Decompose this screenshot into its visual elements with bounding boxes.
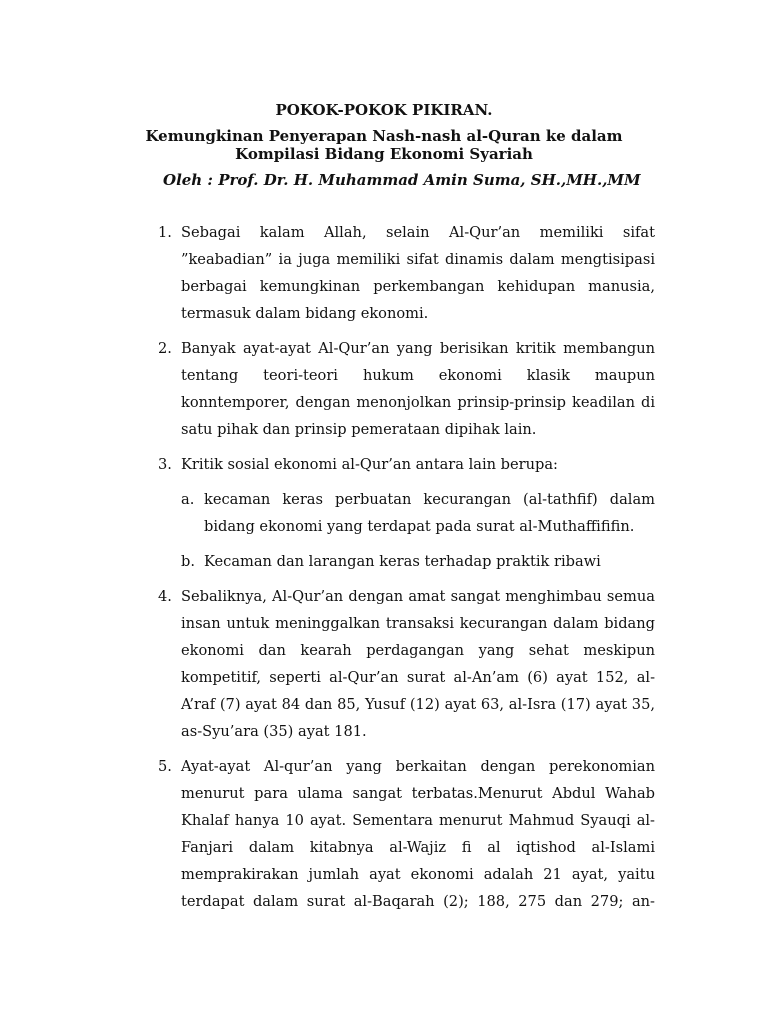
author-line: Oleh : Prof. Dr. H. Muhammad Amin Suma, SH.,MH.,MM bbox=[163, 171, 641, 189]
list-marker: 1. bbox=[158, 224, 172, 241]
list-marker: 3. bbox=[158, 456, 172, 473]
list-item-text: Sebagai kalam Allah, selain Al-Qur’an memiliki sifat ”keabadian” ia juga memiliki sifat dinamis dalam mengtisipasi berbagai kemungkinan perkembangan kehidupan manusia, termasuk dalam bidang ekonomi. bbox=[181, 224, 655, 322]
document-subtitle bbox=[0, 127, 768, 163]
list-item-text: Ayat-ayat Al-qur’an yang berkaitan dengan perekonomian menurut para ulama sangat terbatas.Menurut Abdul Wahab Khalaf hanya 10 ayat. Sementara menurut Mahmud Syauqi al-Fanjari dalam kitabnya al-Wajiz fi al iqtishod al-Islami memprakirakan jumlah ayat ekonomi adalah 21 ayat, yaitu terdapat dalam surat al-Baqarah (2); 188, 275 dan 279; an- bbox=[181, 758, 655, 910]
list-item bbox=[158, 753, 655, 915]
list-item bbox=[158, 451, 655, 575]
subtitle-line-2: Kompilasi Bidang Ekonomi Syariah bbox=[235, 145, 533, 163]
sub-list-marker: a. bbox=[181, 491, 195, 508]
sub-list-marker: b. bbox=[181, 553, 195, 570]
list-item-text: Kritik sosial ekonomi al-Qur’an antara lain berupa: bbox=[181, 456, 558, 473]
list-item bbox=[158, 583, 655, 745]
list-item-text: Banyak ayat-ayat Al-Qur’an yang berisikan kritik membangun tentang teori-teori hukum ekonomi klasik maupun konntemporer, dengan menonjolkan prinsip-prinsip keadilan di satu pihak dan prinsip pemerataan dipihak lain. bbox=[181, 340, 655, 438]
list-marker: 4. bbox=[158, 588, 172, 605]
list-item bbox=[158, 219, 655, 327]
list-item-text: Sebaliknya, Al-Qur’an dengan amat sangat menghimbau semua insan untuk meninggalkan transaksi kecurangan dalam bidang ekonomi dan kearah perdagangan yang sehat meskipun kompetitif, seperti al-Qur’an surat al-An’am (6) ayat 152, al-A’raf (7) ayat 84 dan 85, Yusuf (12) ayat 63, al-Isra (17) ayat 35, as-Syu’ara (35) ayat 181. bbox=[181, 588, 655, 740]
list-marker: 5. bbox=[158, 758, 172, 775]
subtitle-line-1: Kemungkinan Penyerapan Nash-nash al-Quran ke dalam bbox=[145, 127, 623, 145]
sub-list-item-text: kecaman keras perbuatan kecurangan (al-tathfif) dalam bidang ekonomi yang terdapat pada surat al-Muthaffififin. bbox=[204, 491, 655, 535]
page-title: POKOK-POKOK PIKIRAN. bbox=[275, 101, 493, 119]
numbered-list bbox=[158, 219, 655, 923]
sub-list-item-text: Kecaman dan larangan keras terhadap praktik ribawi bbox=[204, 553, 601, 570]
sub-list bbox=[181, 486, 655, 575]
list-marker: 2. bbox=[158, 340, 172, 357]
sub-list-item bbox=[181, 548, 655, 575]
list-item bbox=[158, 335, 655, 443]
sub-list-item bbox=[181, 486, 655, 540]
